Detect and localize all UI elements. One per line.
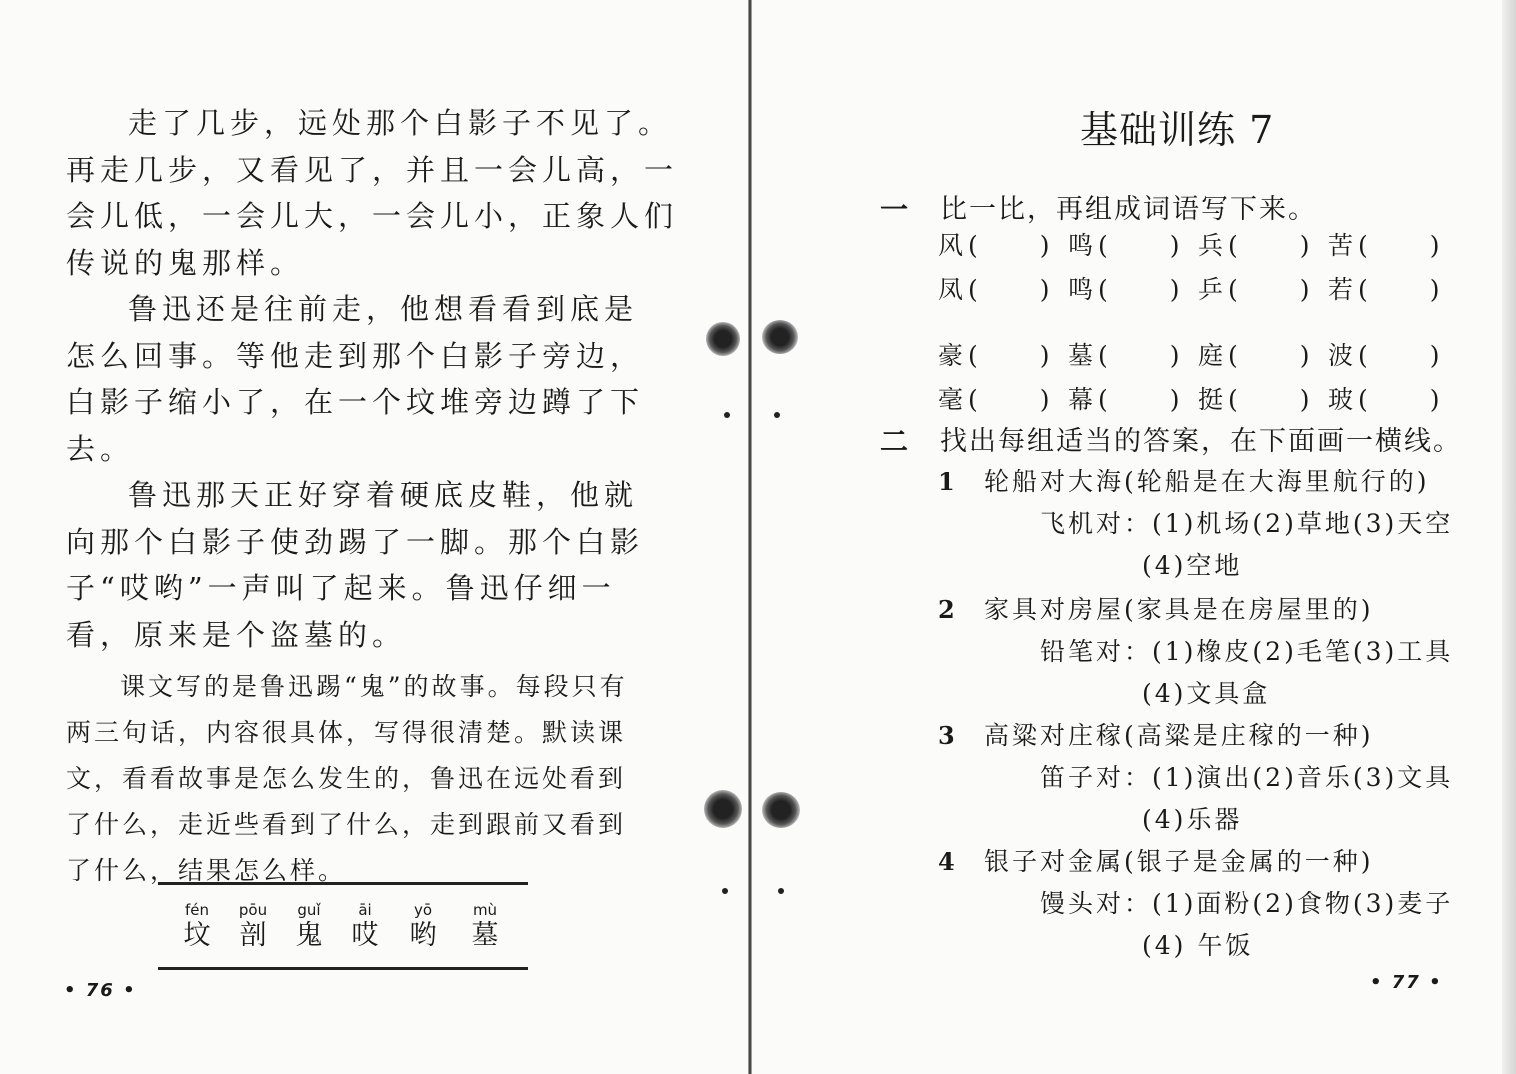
section-number: 二 bbox=[880, 425, 909, 458]
word-pair-row bbox=[938, 382, 1448, 418]
story-paragraph-1: 走了几步，远处那个白影子不见了。 再走几步，又看见了，并且一会儿高，一 会儿低，一会儿大，一会儿小，正象人们 传说的鬼那样。 bbox=[66, 106, 679, 280]
vocab-item: fén 坟 bbox=[183, 901, 211, 951]
word-blank-item: 鸣 ( ) bbox=[1068, 275, 1180, 304]
question-options: 笛子对：(1)演出(2)音乐(3)文具 bbox=[1040, 763, 1454, 792]
staple-mark bbox=[722, 888, 728, 894]
page-number-left: • 76 • bbox=[64, 980, 137, 1001]
question-example: 高粱对庄稼(高粱是庄稼的一种) bbox=[984, 721, 1374, 750]
question-option-4: (4)乐器 bbox=[1142, 805, 1243, 834]
question-number: 3 bbox=[938, 721, 955, 750]
vocab-item: āi 哎 bbox=[351, 901, 379, 951]
question-example: 轮船对大海(轮船是在大海里航行的) bbox=[984, 467, 1430, 496]
question-options: 飞机对：(1)机场(2)草地(3)天空 bbox=[1040, 509, 1454, 538]
staple-mark bbox=[774, 412, 780, 418]
binding-hole bbox=[762, 792, 800, 828]
lesson-note: 课文写的是鲁迅踢“鬼”的故事。每段只有 两三句话，内容很具体，写得很清楚。默读课 文，看看故事是怎么发生的，鲁迅在远处看到 了什么，走近些看到了什么，走到跟前又看到 了什么，结果怎么样。 bbox=[66, 672, 628, 885]
vocab-item: mù 墓 bbox=[471, 901, 499, 951]
question-number: 2 bbox=[938, 595, 955, 624]
story-paragraph-2: 鲁迅还是往前走，他想看看到底是 怎么回事。等他走到那个白影子旁边， 白影子缩小了，在一个坟堆旁边蹲了下 去。 bbox=[66, 292, 645, 466]
vocab-item: yō 哟 bbox=[409, 901, 437, 951]
word-blank-item: 波 ( ) bbox=[1328, 341, 1440, 370]
word-pair-row bbox=[938, 228, 1448, 264]
word-blank-item: 苦 ( ) bbox=[1328, 231, 1440, 260]
word-pair-row bbox=[938, 272, 1448, 308]
section-instruction: 找出每组适当的答案，在下面画一横线。 bbox=[940, 426, 1462, 457]
question-option-4: (4) 午饭 bbox=[1142, 931, 1254, 960]
word-blank-item: 乒 ( ) bbox=[1198, 275, 1310, 304]
staple-mark bbox=[778, 888, 784, 894]
book-gutter bbox=[748, 0, 752, 1074]
word-blank-item: 挺 ( ) bbox=[1198, 385, 1310, 414]
question-options: 馒头对：(1)面粉(2)食物(3)麦子 bbox=[1040, 889, 1454, 918]
binding-hole bbox=[706, 322, 740, 356]
word-blank-item: 墓 ( ) bbox=[1068, 341, 1180, 370]
section-number: 一 bbox=[880, 193, 909, 226]
word-blank-item: 凤 ( ) bbox=[938, 275, 1050, 304]
question-option-4: (4)文具盒 bbox=[1142, 679, 1271, 708]
question-option-4: (4)空地 bbox=[1142, 551, 1243, 580]
page-number-right: • 77 • bbox=[1370, 972, 1443, 993]
new-characters-box bbox=[158, 882, 528, 970]
word-blank-item: 幕 ( ) bbox=[1068, 385, 1180, 414]
staple-mark bbox=[724, 412, 730, 418]
page-edge bbox=[1502, 0, 1516, 1074]
word-blank-item: 兵 ( ) bbox=[1198, 231, 1310, 260]
word-blank-item: 毫 ( ) bbox=[938, 385, 1050, 414]
vocab-item: pōu 剖 bbox=[238, 901, 268, 951]
question-number: 4 bbox=[938, 847, 955, 876]
word-blank-item: 风 ( ) bbox=[938, 231, 1050, 260]
word-pair-row bbox=[938, 338, 1448, 374]
question-example: 家具对房屋(家具是在房屋里的) bbox=[984, 595, 1374, 624]
section-instruction: 比一比，再组成词语写下来。 bbox=[940, 194, 1317, 225]
question-number: 1 bbox=[938, 467, 955, 496]
vocab-item: guǐ 鬼 bbox=[295, 901, 323, 951]
binding-hole bbox=[704, 790, 742, 828]
exercise-title: 基础训练 7 bbox=[1080, 108, 1275, 152]
binding-hole bbox=[762, 320, 798, 354]
question-example: 银子对金属(银子是金属的一种) bbox=[984, 847, 1374, 876]
word-blank-item: 若 ( ) bbox=[1328, 275, 1440, 304]
word-blank-item: 玻 ( ) bbox=[1328, 385, 1440, 414]
word-blank-item: 庭 ( ) bbox=[1198, 341, 1310, 370]
story-paragraph-3: 鲁迅那天正好穿着硬底皮鞋，他就 向那个白影子使劲踢了一脚。那个白影 子“哎哟”一声叫了起来。鲁迅仔细一 看，原来是个盗墓的。 bbox=[66, 478, 645, 652]
word-blank-item: 鸣 ( ) bbox=[1068, 231, 1180, 260]
word-blank-item: 豪 ( ) bbox=[938, 341, 1050, 370]
question-options: 铅笔对：(1)橡皮(2)毛笔(3)工具 bbox=[1040, 637, 1454, 666]
